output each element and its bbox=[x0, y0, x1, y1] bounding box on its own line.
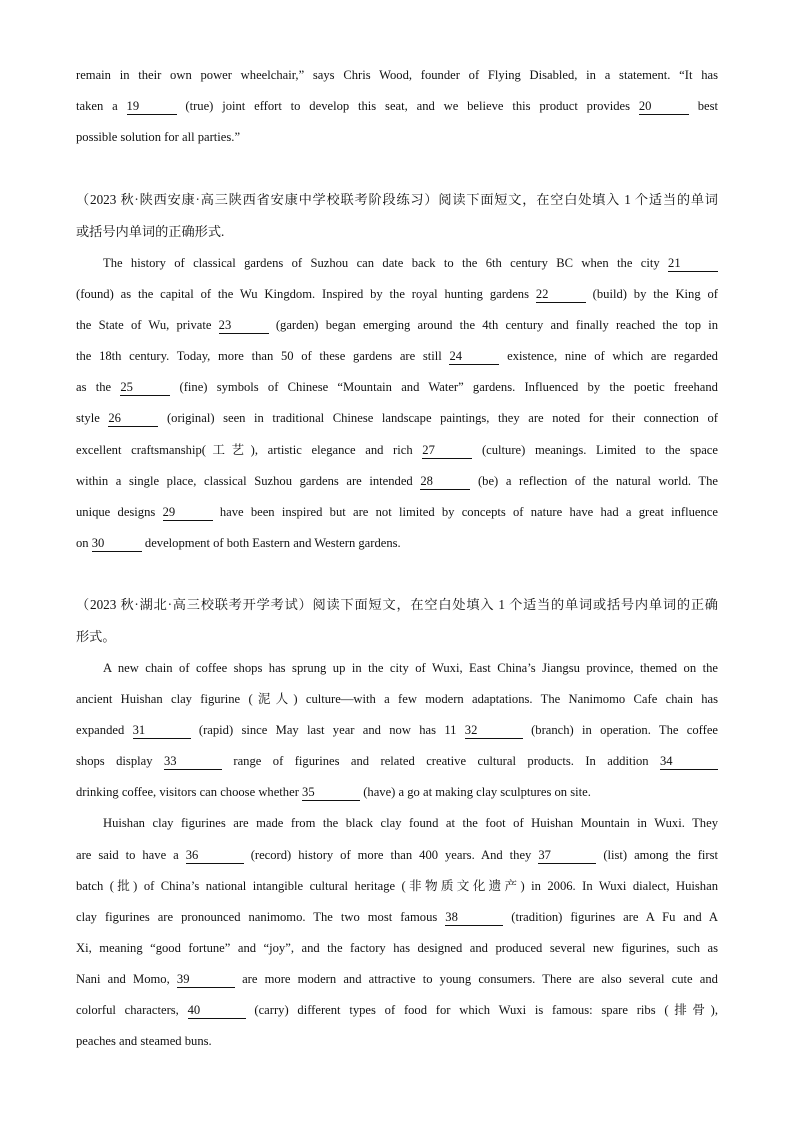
text-line bbox=[76, 1032, 718, 1063]
answer-blank-29[interactable]: 29 bbox=[163, 505, 213, 521]
answer-blank-38[interactable]: 38 bbox=[445, 910, 503, 926]
answer-blank-22[interactable]: 22 bbox=[536, 287, 586, 303]
answer-blank-28[interactable]: 28 bbox=[420, 474, 470, 490]
passage-1-ending bbox=[76, 66, 718, 159]
text-run: the State of Wu, private bbox=[76, 318, 212, 333]
text-line bbox=[76, 441, 718, 472]
text-line bbox=[76, 128, 718, 159]
text-run: taken a bbox=[76, 99, 118, 114]
text-run: (found) as the capital of the Wu Kingdom. Inspired by the royal hunting gardens bbox=[76, 287, 529, 302]
text-run: style bbox=[76, 411, 100, 426]
passage-2-suzhou-gardens bbox=[76, 254, 718, 565]
instruction-line: （2023 秋·陕西安康·高三陕西省安康中学校联考阶段练习）阅读下面短文，在空白处填入 1 个适当的单词 bbox=[76, 192, 718, 207]
text-run: unique designs bbox=[76, 504, 156, 519]
text-run: The history of classical gardens of Suzhou can date back to the 6th century BC when the city bbox=[103, 256, 660, 270]
text-run: (have) a go at making clay sculptures on site. bbox=[363, 785, 591, 800]
text-line bbox=[76, 752, 718, 783]
text-run: (garden) began emerging around the 4th century and finally reached the top in bbox=[275, 318, 718, 333]
text-run: (carry) different types of food for which Wuxi is famous: spare ribs (排骨), bbox=[254, 1003, 718, 1018]
text-run: Xi, meaning “good fortune” and “joy”, and the factory has designed and produced several new figurines, such as bbox=[76, 940, 718, 955]
text-run: (list) among the first bbox=[603, 847, 718, 862]
answer-blank-31[interactable]: 31 bbox=[133, 723, 191, 739]
text-run: (branch) in operation. The coffee bbox=[531, 723, 719, 738]
text-run: (be) a reflection of the natural world. The bbox=[477, 473, 718, 488]
text-run: are said to have a bbox=[76, 847, 179, 862]
answer-blank-32[interactable]: 32 bbox=[465, 723, 523, 739]
text-line bbox=[76, 378, 718, 409]
text-line bbox=[76, 939, 718, 970]
text-line bbox=[76, 721, 718, 752]
text-run: (fine) symbols of Chinese “Mountain and Water” gardens. Influenced by the poetic freehand bbox=[179, 380, 718, 395]
answer-blank-39[interactable]: 39 bbox=[177, 972, 235, 988]
answer-blank-24[interactable]: 24 bbox=[449, 349, 499, 365]
answer-blank-20[interactable]: 20 bbox=[639, 99, 689, 115]
answer-blank-30[interactable]: 30 bbox=[92, 536, 142, 552]
text-run: shops display bbox=[76, 754, 153, 769]
answer-blank-37[interactable]: 37 bbox=[538, 848, 596, 864]
text-line bbox=[76, 1001, 718, 1032]
answer-blank-33[interactable]: 33 bbox=[164, 754, 222, 770]
answer-blank-35[interactable]: 35 bbox=[302, 785, 360, 801]
text-run: (culture) meanings. Limited to the space bbox=[481, 442, 718, 457]
section-2-instructions bbox=[76, 191, 718, 254]
text-run: as the bbox=[76, 380, 112, 395]
passage-3-wuxi-coffee bbox=[76, 659, 718, 1063]
answer-blank-34[interactable]: 34 bbox=[660, 754, 718, 770]
text-run: (original) seen in traditional Chinese landscape paintings, they are noted for their connection of bbox=[166, 411, 718, 426]
text-line bbox=[76, 814, 718, 845]
text-run: the 18th century. Today, more than 50 of these gardens are still bbox=[76, 349, 442, 364]
answer-blank-19[interactable]: 19 bbox=[127, 99, 177, 115]
text-run: Huishan clay figurines are made from the black clay found at the foot of Huishan Mountain in Wuxi. They bbox=[103, 816, 718, 831]
text-run: possible solution for all parties.” bbox=[76, 130, 241, 145]
text-run: A new chain of coffee shops has sprung up in the city of Wuxi, East China’s Jiangsu province, themed on the bbox=[103, 661, 718, 675]
text-run: development of both Eastern and Western gardens. bbox=[144, 535, 401, 550]
text-line bbox=[76, 877, 718, 908]
answer-blank-25[interactable]: 25 bbox=[120, 380, 170, 396]
instruction-line: 或括号内单词的正确形式. bbox=[76, 223, 225, 239]
text-run: range of figurines and related creative cultural products. In addition bbox=[233, 754, 649, 769]
answer-blank-36[interactable]: 36 bbox=[186, 848, 244, 864]
text-line bbox=[76, 347, 718, 378]
instruction-line: 形式。 bbox=[76, 628, 116, 644]
text-line bbox=[76, 66, 718, 97]
text-line bbox=[76, 254, 718, 285]
text-run: batch (批) of China’s national intangible cultural heritage (非物质文化遗产) in 2006. In Wuxi dialect, Huishan bbox=[76, 878, 718, 893]
text-run: (tradition) figurines are A Fu and A bbox=[511, 909, 719, 924]
text-run: ancient Huishan clay figurine (泥人) culture—with a few modern adaptations. The Nanimomo Cafe chain has bbox=[76, 692, 718, 707]
text-line bbox=[76, 970, 718, 1001]
text-line bbox=[76, 409, 718, 440]
text-run: are more modern and attractive to young consumers. There are also several cute and bbox=[242, 971, 718, 986]
text-run: clay figurines are pronounced nanimomo. The two most famous bbox=[76, 909, 438, 924]
text-run: Nani and Momo, bbox=[76, 971, 170, 986]
answer-blank-26[interactable]: 26 bbox=[108, 411, 158, 427]
text-run: peaches and steamed buns. bbox=[76, 1034, 212, 1049]
text-line bbox=[76, 97, 718, 128]
text-line bbox=[76, 846, 718, 877]
text-run: within a single place, classical Suzhou gardens are intended bbox=[76, 473, 413, 488]
text-run: excellent craftsmanship(工艺), artistic elegance and rich bbox=[76, 442, 413, 457]
text-run: best bbox=[697, 99, 719, 114]
text-run: colorful characters, bbox=[76, 1003, 179, 1018]
answer-blank-23[interactable]: 23 bbox=[219, 318, 269, 334]
text-run: drinking coffee, visitors can choose whether bbox=[76, 785, 299, 800]
instruction-line: （2023 秋·湖北·高三校联考开学考试）阅读下面短文，在空白处填入 1 个适当的单词或括号内单词的正确 bbox=[76, 597, 718, 612]
text-run: (true) joint effort to develop this seat, and we believe this product provides bbox=[185, 99, 631, 114]
text-line bbox=[76, 534, 718, 565]
answer-blank-40[interactable]: 40 bbox=[188, 1003, 246, 1019]
answer-blank-21[interactable]: 21 bbox=[668, 256, 718, 272]
text-run: (build) by the King of bbox=[592, 287, 718, 302]
text-line bbox=[76, 659, 718, 690]
text-run: have been inspired but are not limited by concepts of nature have had a great influence bbox=[219, 504, 718, 519]
text-run: existence, nine of which are regarded bbox=[507, 349, 718, 364]
text-run: expanded bbox=[76, 723, 125, 738]
text-run: on bbox=[76, 535, 89, 550]
text-line bbox=[76, 690, 718, 721]
text-run: remain in their own power wheelchair,” says Chris Wood, founder of Flying Disabled, in a statement. “It has bbox=[76, 68, 718, 82]
answer-blank-27[interactable]: 27 bbox=[422, 443, 472, 459]
text-line bbox=[76, 316, 718, 347]
text-line bbox=[76, 503, 718, 534]
text-line bbox=[76, 908, 718, 939]
text-run: (record) history of more than 400 years. And they bbox=[250, 847, 532, 862]
text-run: (rapid) since May last year and now has 11 bbox=[198, 723, 457, 738]
text-line bbox=[76, 285, 718, 316]
section-3-instructions bbox=[76, 596, 718, 659]
text-line bbox=[76, 472, 718, 503]
text-line bbox=[76, 783, 718, 814]
